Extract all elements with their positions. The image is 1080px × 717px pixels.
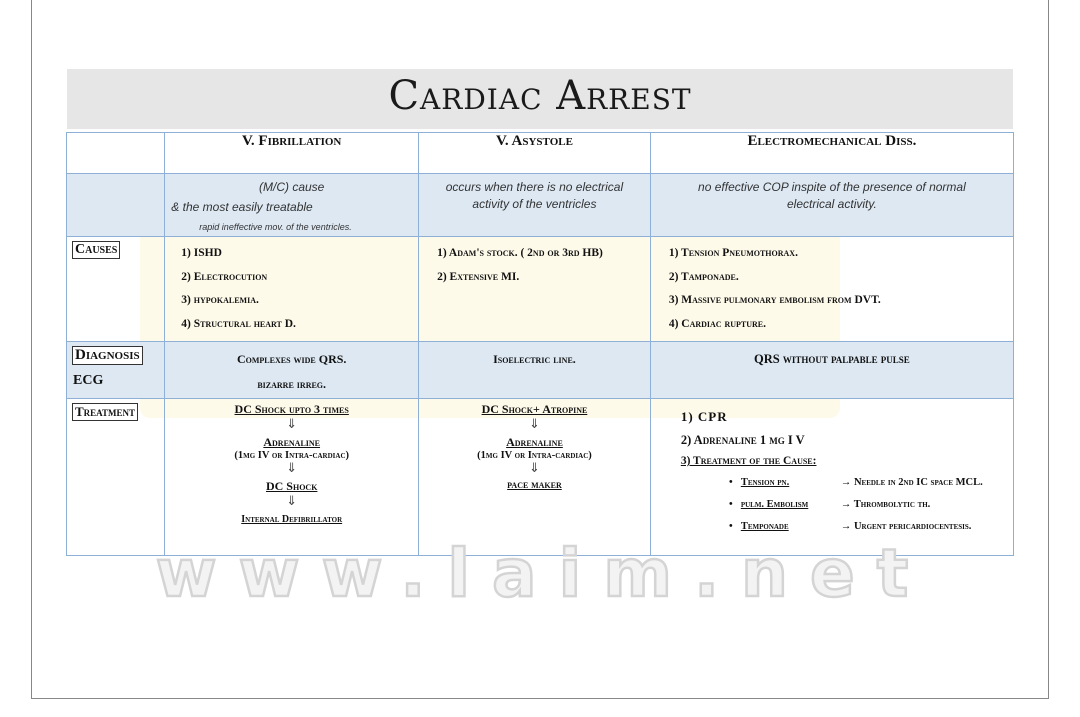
tx-va-step2-note: (1mg IV or Intra-cardiac) xyxy=(477,450,592,461)
bullet-value: → Needle in 2nd IC space MCL. xyxy=(840,476,983,488)
treatment-em xyxy=(650,399,1013,556)
causes-vf-item: 2) Electrocution xyxy=(181,270,268,283)
causes-label: Causes xyxy=(72,241,120,259)
diagnosis-vf xyxy=(165,342,419,399)
tx-em-item1: 1) CPR xyxy=(680,409,728,424)
ecg-label: ECG xyxy=(73,373,104,388)
bullet-value: → Urgent pericardiocentesis. xyxy=(840,520,972,532)
diag-vf-line1: Complexes wide QRS. xyxy=(236,352,347,366)
diagnosis-row xyxy=(67,342,1014,399)
diag-em: QRS without palpable pulse xyxy=(754,352,910,366)
tx-em-item2: 2) Adrenaline 1 mg I V xyxy=(680,433,805,447)
cardiac-arrest-table xyxy=(66,132,1014,556)
treatment-label-cell xyxy=(67,399,165,556)
description-vf xyxy=(165,174,419,237)
treatment-vf xyxy=(165,399,419,556)
tx-vf-step2: Adrenaline xyxy=(263,435,321,449)
va-desc-line2: activity of the ventricles xyxy=(472,197,597,211)
causes-vf-item: 1) ISHD xyxy=(181,247,222,259)
bullet-row xyxy=(721,493,1013,515)
causes-label-cell xyxy=(67,237,165,342)
corner-cell xyxy=(67,133,165,174)
vf-desc-line1: (M/C) cause xyxy=(259,180,325,194)
tx-va-step2: Adrenaline xyxy=(506,435,563,449)
down-arrow-icon: ⇓ xyxy=(286,494,298,509)
description-row xyxy=(67,174,1014,237)
title-bar xyxy=(67,69,1013,129)
bullet-value: → Thrombolytic th. xyxy=(840,498,931,510)
header-vf: V. Fibrillation xyxy=(165,133,419,174)
treatment-row xyxy=(67,399,1014,556)
em-desc-line2: electrical activity. xyxy=(787,197,877,211)
header-row xyxy=(67,133,1014,174)
causes-vf xyxy=(165,237,419,342)
vf-desc-line2: & the most easily treatable xyxy=(171,200,313,214)
causes-em-item: 4) Cardiac rupture. xyxy=(668,317,766,330)
tx-em-item3: 3) Treatment of the Cause: xyxy=(680,455,817,467)
description-em xyxy=(650,174,1013,237)
header-em: Electromechanical Diss. xyxy=(650,133,1013,174)
description-label-cell xyxy=(67,174,165,237)
tx-va-step1: DC Shock+ Atropine xyxy=(481,402,588,416)
causes-vf-item: 4) Structural heart D. xyxy=(181,317,296,330)
watermark-text: www.laim.net xyxy=(155,540,931,610)
page-title: Cardiac Arrest xyxy=(388,73,692,119)
causes-em-item: 1) Tension Pneumothorax. xyxy=(668,247,798,259)
bullet-row xyxy=(721,515,1013,537)
down-arrow-icon: ⇓ xyxy=(529,461,540,476)
tx-vf-step2-note: (1mg IV or Intra-cardiac) xyxy=(234,450,349,461)
causes-row xyxy=(67,237,1014,342)
causes-em xyxy=(650,237,1013,342)
treatment-label: Treatment xyxy=(72,403,138,421)
em-desc-line1: no effective COP inspite of the presence of normal xyxy=(698,180,966,194)
causes-va xyxy=(419,237,651,342)
diag-va: Isoelectric line. xyxy=(493,352,576,366)
bullet-key: Tension pn. xyxy=(740,476,790,488)
down-arrow-icon: ⇓ xyxy=(286,417,298,432)
causes-em-item: 3) Massive pulmonary embolism from DVT. xyxy=(668,294,881,306)
vf-desc-line3: rapid ineffective mov. of the ventricles. xyxy=(199,222,352,232)
causes-va-item: 2) Extensive MI. xyxy=(437,270,520,283)
diagnosis-label-cell xyxy=(67,342,165,399)
tx-vf-step4: Internal Defibrillator xyxy=(241,514,343,525)
tx-va-step3: pace maker xyxy=(507,479,562,491)
va-desc-line1: occurs when there is no electrical xyxy=(445,180,624,194)
watermark xyxy=(48,540,1038,610)
diagnosis-em xyxy=(650,342,1013,399)
down-arrow-icon: ⇓ xyxy=(529,417,540,432)
tx-vf-step1: DC Shock upto 3 times xyxy=(234,402,349,416)
diagnosis-label: Diagnosis xyxy=(72,346,143,365)
bullet-icon: • xyxy=(728,476,733,488)
down-arrow-icon: ⇓ xyxy=(286,461,298,476)
tx-em-bullets xyxy=(681,471,1013,537)
bullet-icon: • xyxy=(728,520,733,532)
description-va xyxy=(419,174,651,237)
causes-em-item: 2) Tamponade. xyxy=(668,270,739,283)
diag-vf-line2: bizarre irreg. xyxy=(257,377,327,391)
header-va: V. Asystole xyxy=(419,133,651,174)
treatment-va xyxy=(419,399,651,556)
bullet-row xyxy=(721,471,1013,493)
bullet-icon: • xyxy=(728,498,733,510)
bullet-key: pulm. Embolism xyxy=(740,498,809,510)
bullet-key: Temponade xyxy=(740,520,789,532)
causes-va-item: 1) Adam's stock. ( 2nd or 3rd HB) xyxy=(437,247,603,259)
causes-vf-item: 3) hypokalemia. xyxy=(181,294,259,306)
diagnosis-va xyxy=(419,342,651,399)
tx-vf-step3: DC Shock xyxy=(265,479,318,493)
